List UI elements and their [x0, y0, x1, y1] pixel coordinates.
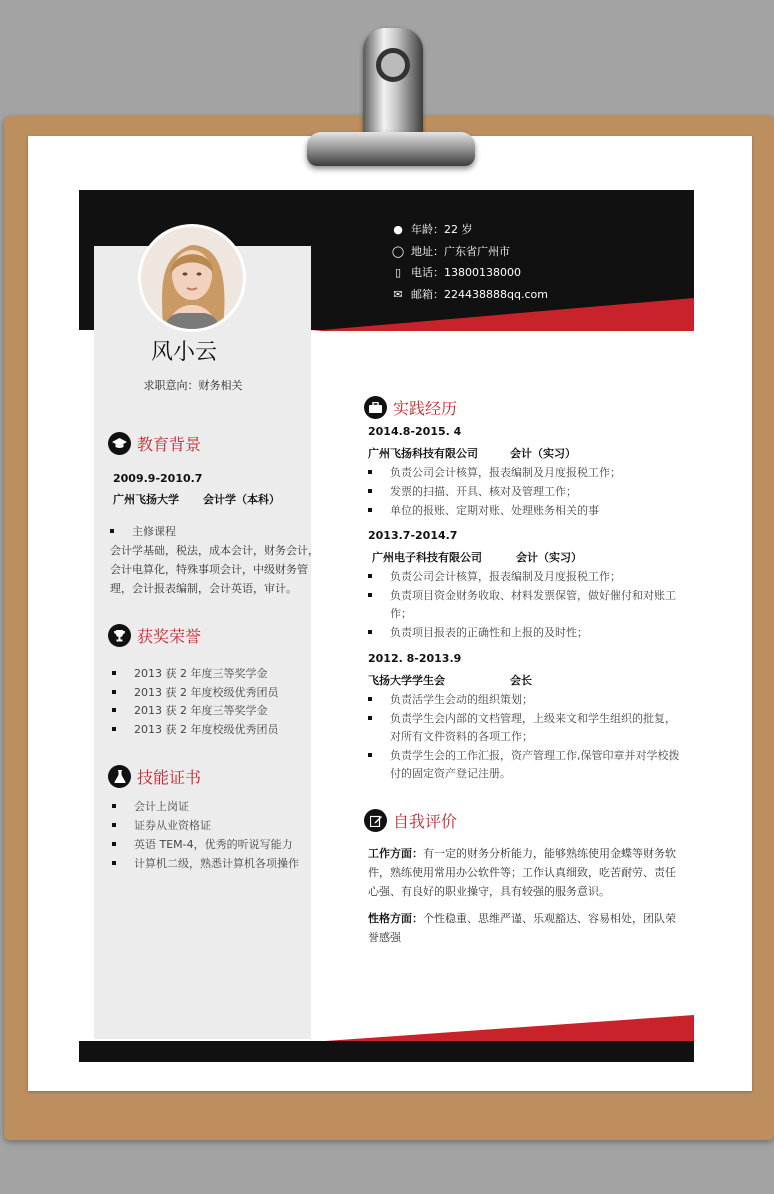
contact-age: ● 年龄：22 岁 — [391, 221, 473, 237]
job-1-company: 广州飞扬科技有限公司 — [368, 447, 478, 460]
list-item: 英语 TEM-4，优秀的听说写能力 — [134, 838, 293, 851]
education-major: 会计学（本科） — [203, 493, 280, 506]
user-icon: ● — [393, 223, 403, 236]
job-1-period: 2014.8-2015. 4 — [368, 425, 462, 438]
briefcase-icon — [364, 396, 387, 419]
list-item: 2013 获 2 年度三等奖学金 — [134, 667, 268, 680]
contact-phone: ▯ 电话：13800138000 — [391, 264, 521, 280]
edit-icon — [364, 809, 387, 832]
education-period: 2009.9-2010.7 — [113, 472, 203, 485]
job-2-role: 会计（实习） — [516, 551, 582, 564]
trophy-icon — [108, 624, 131, 647]
courses-label: 主修课程 — [132, 525, 176, 538]
binder-clip-arm — [363, 28, 423, 144]
courses-text: 会计学基础，税法，成本会计，财务会计， 会计电算化，特殊事项会计，中级财务管 理，会计报表编制，会计英语，审计。 — [110, 544, 319, 595]
skills-heading: 技能证书 — [108, 765, 201, 788]
job-3-period: 2012. 8-2013.9 — [368, 652, 462, 665]
list-item: 负责学生会的工作汇报，资产管理工作,保管印章并对学校拨 — [390, 749, 680, 762]
awards-heading: 获奖荣誉 — [108, 624, 201, 647]
list-item: 负责项目报表的正确性和上报的及时性； — [390, 626, 588, 639]
list-item-continuation: 对所有文件资料的各项工作； — [390, 730, 533, 743]
avatar — [138, 224, 246, 332]
personality-label: 性格方面： — [368, 912, 423, 925]
list-item: 证券从业资格证 — [134, 819, 211, 832]
flask-icon — [108, 765, 131, 788]
location-icon: ◯ — [391, 245, 405, 258]
avatar-illustration — [141, 227, 243, 329]
list-item: 单位的报账、定期对账、处理账务相关的事 — [390, 504, 599, 517]
job-1-role: 会计（实习） — [510, 447, 576, 460]
job-intent: 求职意向：财务相关 — [143, 379, 243, 392]
contact-email: ✉ 邮箱：224438888qq.com — [391, 286, 548, 302]
footer-band — [79, 1041, 694, 1062]
list-item: 2013 获 2 年度校级优秀团员 — [134, 723, 279, 736]
phone-icon: ▯ — [394, 266, 402, 279]
mail-icon: ✉ — [393, 288, 403, 301]
job-2-company: 广州电子科技有限公司 — [372, 551, 482, 564]
self-eval-work: 工作方面：有一定的财务分析能力，能够熟练使用金蝶等财务软 件，熟练使用常用办公软件等；工作认真细致，吃苦耐劳、责任 心强、有良好的职业操守，具有较强的服务意识。 — [368, 847, 676, 898]
list-item: 负责项目资金财务收取、材料发票保管，做好催付和对账工 — [390, 589, 676, 602]
list-item-continuation: 付的固定资产登记注册。 — [390, 767, 511, 780]
job-3-company: 飞扬大学学生会 — [368, 674, 445, 687]
binder-clip-ring — [376, 48, 410, 82]
contact-address: ◯ 地址：广东省广州市 — [391, 245, 510, 258]
list-item: 计算机二级，熟悉计算机各项操作 — [134, 857, 299, 870]
list-item: 2013 获 2 年度三等奖学金 — [134, 704, 268, 717]
candidate-name: 风小云 — [150, 340, 217, 365]
work-label: 工作方面： — [368, 847, 423, 860]
graduation-cap-icon — [108, 432, 131, 455]
education-heading: 教育背景 — [108, 432, 201, 455]
job-2-period: 2013.7-2014.7 — [368, 529, 458, 542]
self-eval-personality: 性格方面：个性稳重、思维严谨、乐观豁达、容易相处，团队荣 誉感强 — [368, 912, 676, 944]
list-item: 发票的扫描、开具、核对及管理工作； — [390, 485, 577, 498]
education-school: 广州飞扬大学 — [113, 493, 179, 506]
list-item: 负责公司会计核算，报表编制及月度报税工作； — [390, 466, 621, 479]
job-3-role: 会长 — [510, 674, 532, 687]
list-item-continuation: 作； — [390, 607, 412, 620]
list-item: 负责公司会计核算，报表编制及月度报税工作； — [390, 570, 621, 583]
list-item: 负责学生会内部的文档管理，上级来文和学生组织的批复， — [390, 712, 676, 725]
list-item: 会计上岗证 — [134, 800, 189, 813]
list-item: 负责活学生会动的组织策划； — [390, 693, 533, 706]
experience-heading: 实践经历 — [364, 396, 457, 419]
binder-clip-base — [307, 132, 475, 166]
list-item: 2013 获 2 年度校级优秀团员 — [134, 686, 279, 699]
self-eval-heading: 自我评价 — [364, 809, 457, 832]
